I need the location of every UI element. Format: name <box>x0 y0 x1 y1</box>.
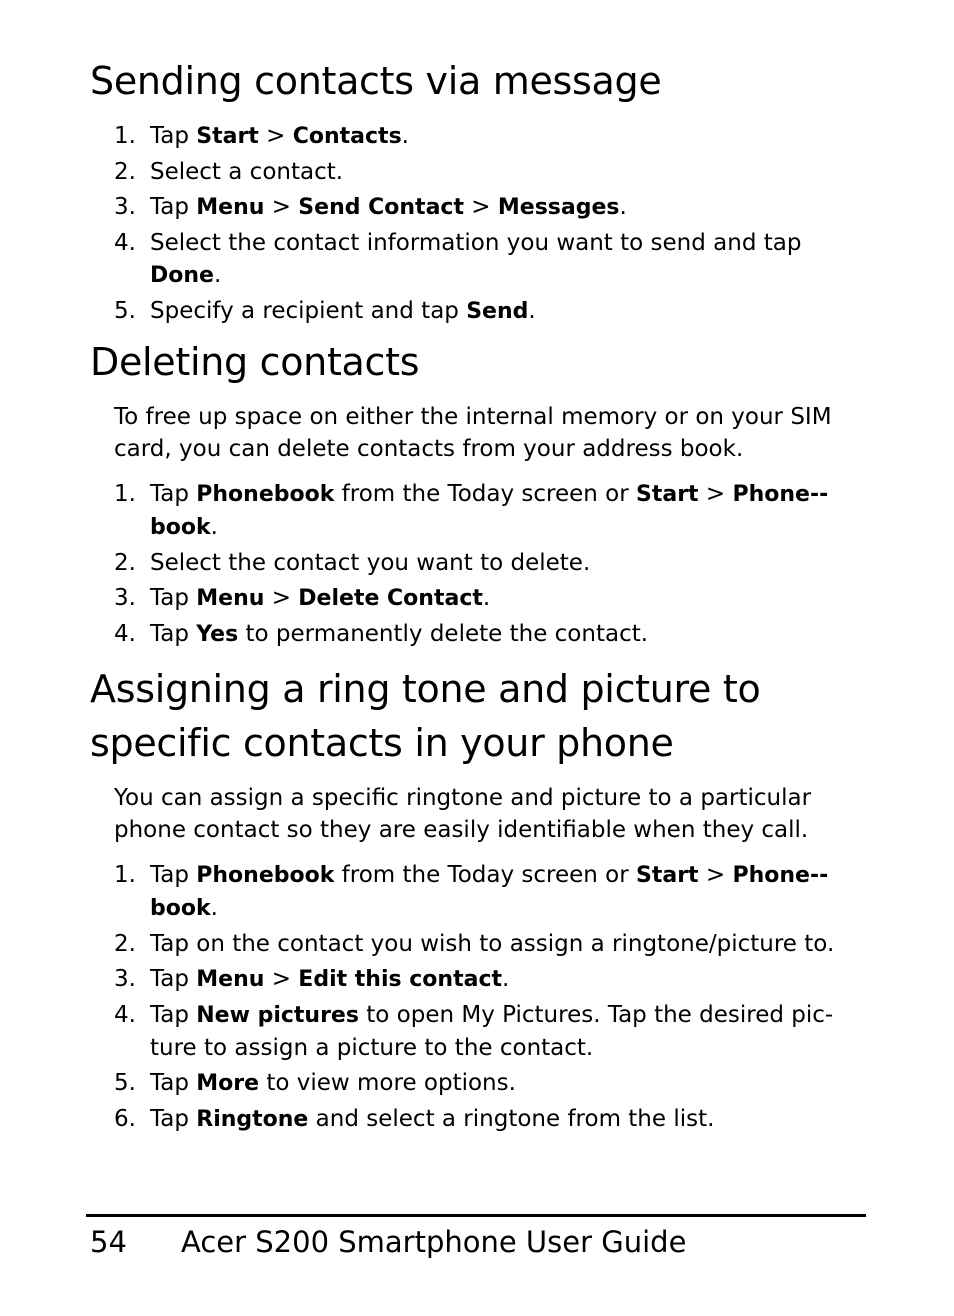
step-number: 3. <box>114 966 136 992</box>
steps-list-deleting-contacts <box>114 478 859 654</box>
step-number: 2. <box>114 931 136 957</box>
ui-term: Menu <box>196 195 265 220</box>
step-item: 2. Tap on the contact you wish to assign a ringtone/picture to. <box>114 928 859 960</box>
footer-rule <box>86 1214 866 1217</box>
ui-term: Edit this contact <box>298 967 503 992</box>
step-number: 2. <box>114 159 136 185</box>
intro-paragraph-assigning-ringtone: You can assign a specific ringtone and picture to a particular phone contact so they are easily identifiable when they call. <box>114 785 812 843</box>
guide-title: Acer S200 Smartphone User Guide <box>181 1225 687 1259</box>
step-item: 1. Tap Phonebook from the Today screen or Start > Phone-book. <box>114 478 859 544</box>
step-item: 4. Tap New pictures to open My Pictures. Tap the desired pic-ture to assign a picture to the contact. <box>114 999 859 1064</box>
step-number: 4. <box>114 230 136 256</box>
ui-term: Done <box>150 263 214 288</box>
step-item: 3. Tap Menu > Delete Contact. <box>114 582 859 615</box>
step-item: 3. Tap Menu > Edit this contact. <box>114 963 859 996</box>
step-item: 5. Tap More to view more options. <box>114 1067 859 1100</box>
ui-term: Send <box>466 299 529 324</box>
step-item: 4. Tap Yes to permanently delete the contact. <box>114 618 859 651</box>
intro-paragraph-deleting-contacts: To free up space on either the internal memory or on your SIM card, you can delete contacts from your address book. <box>114 404 832 462</box>
steps-list-assigning-ringtone <box>114 859 859 1139</box>
step-number: 2. <box>114 550 136 576</box>
steps-list-sending-contacts <box>114 120 859 331</box>
ui-term: More <box>196 1071 260 1096</box>
step-item: 2. Select the contact you want to delete. <box>114 547 859 579</box>
step-item: 2. Select a contact. <box>114 156 859 188</box>
step-number: 4. <box>114 1002 136 1028</box>
step-number: 4. <box>114 621 136 647</box>
step-item: 5. Specify a recipient and tap Send. <box>114 295 859 328</box>
ui-term: Menu <box>196 967 265 992</box>
ui-term: Start <box>196 124 259 149</box>
ui-term: Contacts <box>292 124 402 149</box>
ui-term: Start <box>635 482 699 507</box>
step-item: 1. Tap Phonebook from the Today screen or Start > Phone-book. <box>114 859 859 925</box>
ui-term: Phonebook <box>196 863 335 888</box>
step-item: 6. Tap Ringtone and select a ringtone from the list. <box>114 1103 859 1136</box>
section-heading-assigning-ringtone: Assigning a ring tone and picture to specific contacts in your phone <box>90 667 761 765</box>
ui-term: Send Contact <box>298 195 464 220</box>
step-number: 3. <box>114 194 136 220</box>
section-heading-deleting-contacts: Deleting contacts <box>90 340 420 384</box>
step-number: 1. <box>114 862 136 888</box>
step-item: 1. Tap Start > Contacts. <box>114 120 859 153</box>
ui-term: Start <box>635 863 699 888</box>
ui-term: New pictures <box>196 1003 359 1028</box>
ui-term: Messages <box>497 195 620 220</box>
ui-term: Phone-book <box>150 482 829 540</box>
ui-term: Menu <box>196 586 265 611</box>
step-number: 6. <box>114 1106 136 1132</box>
step-number: 3. <box>114 585 136 611</box>
ui-term: Ringtone <box>196 1107 309 1132</box>
page-number: 54 <box>90 1225 127 1259</box>
ui-term: Phonebook <box>196 482 335 507</box>
step-number: 5. <box>114 1070 136 1096</box>
step-number: 1. <box>114 481 136 507</box>
ui-term: Delete Contact <box>298 586 483 611</box>
step-item: 3. Tap Menu > Send Contact > Messages. <box>114 191 859 224</box>
section-heading-sending-contacts: Sending contacts via message <box>90 59 662 103</box>
step-item: 4. Select the contact information you want to send and tap Done. <box>114 227 859 292</box>
ui-term: Yes <box>196 622 239 647</box>
step-number: 1. <box>114 123 136 149</box>
ui-term: Phone-book <box>150 863 829 921</box>
step-number: 5. <box>114 298 136 324</box>
